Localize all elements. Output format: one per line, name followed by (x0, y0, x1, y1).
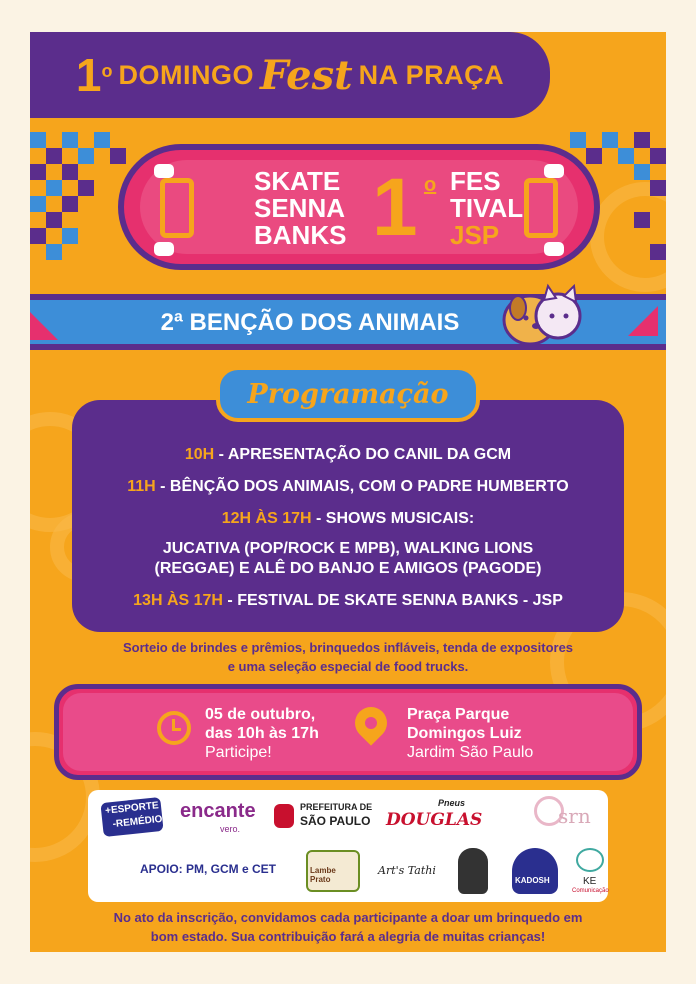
footer-line: No ato da inscrição, convidamos cada participante a doar um brinquedo em (113, 910, 583, 925)
event-date: 05 de outubro, (205, 706, 316, 723)
title-domingo: DOMINGO (118, 59, 254, 90)
sorteio-line: e uma seleção especial de food trucks. (227, 659, 469, 674)
skateboard-wheel (154, 164, 174, 178)
programacao-item (30, 592, 666, 610)
programacao-title: Programação (247, 378, 449, 410)
title-number: 1 (75, 49, 102, 101)
programacao-item (30, 510, 666, 528)
event-info-inner (63, 693, 633, 771)
logo-text: +ESPORTE (104, 800, 160, 817)
footer-line: bom estado. Sua contribuição fará a alegria de muitas crianças! (150, 929, 546, 944)
skateboard-text (254, 162, 524, 253)
programacao-text: (REGGAE) E ALÊ DO BANJO E AMIGOS (PAGODE) (154, 560, 542, 577)
skate-senna-banks (254, 168, 346, 249)
programacao-text: - APRESENTAÇÃO DO CANIL DA GCM (214, 446, 512, 463)
sorteio-line: Sorteio de brindes e prêmios, brinquedos infláveis, tenda de expositores (122, 640, 574, 655)
skull-logo-icon (458, 848, 488, 894)
programacao-item (30, 446, 666, 464)
programacao-time: 13H ÀS 17H (133, 592, 223, 609)
skateboard-banner (118, 144, 600, 270)
programacao-text: JUCATIVA (POP/ROCK E MPB), WALKING LIONS (162, 540, 534, 557)
event-hours: das 10h às 17h (205, 725, 319, 742)
prefeitura-crest-icon (274, 804, 294, 828)
chat-bubble-icon (576, 848, 604, 872)
programacao-text: - BÊNÇÃO DOS ANIMAIS, COM O PADRE HUMBERTO (155, 478, 569, 495)
programacao-item (30, 560, 666, 578)
logo-text: Lambe Prato (310, 866, 336, 884)
title-ordinal: o (101, 60, 113, 81)
programacao-text: - FESTIVAL DE SKATE SENNA BANKS - JSP (222, 592, 563, 609)
clock-icon (157, 711, 191, 745)
programacao-time: 10H (184, 446, 215, 463)
place-name-line: Praça Parque (407, 706, 510, 723)
title-fest: Fest (259, 51, 353, 99)
dog-cat-illustration (500, 280, 586, 350)
event-place-block (407, 705, 533, 762)
skate-line-2: SENNA (254, 193, 346, 223)
event-info-box (54, 684, 642, 780)
srn-logo: srn (558, 804, 591, 828)
sponsors-panel (88, 790, 608, 902)
festival-line-2: TIVAL (450, 193, 524, 223)
festival-ordinal: o (424, 174, 437, 196)
logo-text: KADOSH (515, 876, 550, 885)
lambe-prato-logo (306, 850, 360, 892)
douglas-logo: DOUGLAS (386, 810, 483, 830)
prefeitura-logo-text: PREFEITURA DE (300, 802, 373, 812)
footer-text (70, 908, 626, 946)
decor-triangle (628, 306, 658, 336)
title-na-praca: NA PRAÇA (358, 59, 505, 90)
header-title-bar (30, 32, 550, 118)
place-name-line: Domingos Luiz (407, 725, 522, 742)
skateboard-truck-right (524, 178, 558, 238)
programacao-item (30, 540, 666, 558)
event-poster (30, 32, 666, 952)
kadosh-logo (512, 848, 558, 894)
place-neighborhood: Jardim São Paulo (407, 744, 534, 761)
programacao-item (30, 478, 666, 496)
festival-number: 1 (372, 162, 418, 253)
festival-line-1: FES (450, 166, 501, 196)
programacao-time: 12H ÀS 17H (221, 510, 312, 527)
skateboard-truck-left (160, 178, 194, 238)
esporte-remedio-logo (100, 797, 163, 837)
sorteio-text (60, 638, 636, 676)
skateboard-wheel (154, 242, 174, 256)
encante-logo: encante (180, 800, 256, 822)
vero-logo: vero. (220, 824, 241, 834)
pneus-logo-text: Pneus (438, 798, 466, 808)
programacao-time: 11H (127, 478, 156, 495)
skateboard-wheel (544, 164, 564, 178)
programacao-text: - SHOWS MUSICAIS: (311, 510, 475, 527)
skateboard-wheel (544, 242, 564, 256)
participe-text: Participe! (205, 744, 272, 761)
festival-line-3: JSP (450, 220, 500, 250)
checker-pattern-left (30, 132, 130, 272)
bencao-label: 2ª BENÇÃO DOS ANIMAIS (160, 309, 460, 336)
festival-jsp (450, 168, 523, 249)
skate-line-1: SKATE (254, 166, 341, 196)
skate-line-3: BANKS (254, 220, 347, 250)
apoio-text: APOIO: PM, GCM e CET (140, 862, 277, 876)
programacao-title-tab (216, 366, 480, 422)
ke-logo: KE (583, 876, 597, 887)
prefeitura-logo-text: SÃO PAULO (300, 814, 371, 828)
arts-tathi-logo: Art's Tathi (378, 864, 436, 877)
event-date-block (205, 705, 319, 762)
logo-text: -REMÉDIO (112, 813, 163, 831)
ke-comunicacao-text: Comunicação (572, 888, 609, 894)
